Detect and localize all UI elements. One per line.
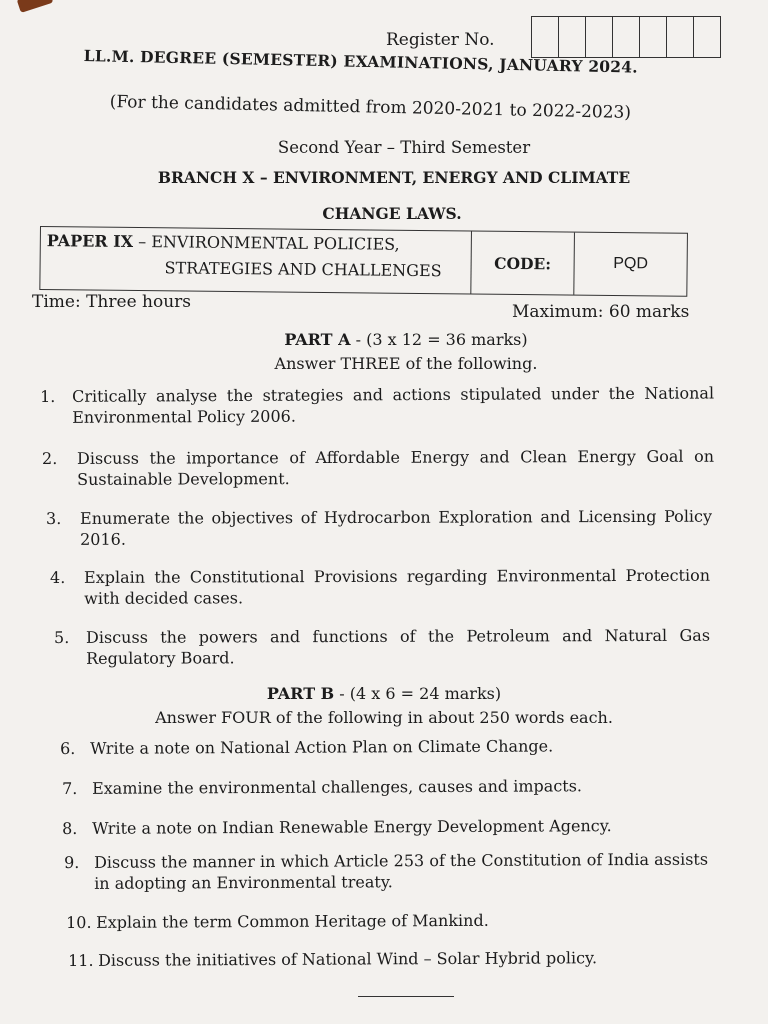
year-semester: Second Year – Third Semester: [277, 138, 531, 157]
paper-title-line-1: [47, 231, 400, 254]
part-b-instruction: Answer FOUR of the following in about 250 words each.: [155, 708, 613, 727]
question-item: [50, 565, 710, 609]
question-text: Explain the term Common Heritage of Mankind.: [96, 910, 489, 932]
exam-title: LL.M. DEGREE (SEMESTER) EXAMINATIONS, JANUARY 2024.: [83, 46, 639, 77]
question-item: [40, 382, 714, 428]
question-text: Explain the Constitutional Provisions regarding Environmental Protection with decided cases.: [84, 565, 711, 608]
paper-title-line-2: STRATEGIES AND CHALLENGES: [164, 258, 442, 281]
question-number: 5.: [54, 627, 70, 647]
question-text: Examine the environmental challenges, causes and impacts.: [92, 776, 583, 798]
register-label: Register No.: [386, 30, 495, 50]
end-rule: [358, 996, 454, 997]
question-number: 9.: [64, 852, 80, 872]
code-value: PQD: [613, 255, 649, 273]
question-item: [54, 625, 710, 669]
question-number: 1.: [40, 386, 56, 406]
question-number: 4.: [50, 567, 66, 587]
paper-title-cell: [40, 227, 472, 294]
question-text: Discuss the manner in which Article 253 of the Constitution of India assists in adopting an Environmental treaty.: [94, 849, 709, 893]
question-number: 3.: [46, 508, 62, 528]
question-number: 8.: [62, 818, 78, 838]
register-digit-box[interactable]: [639, 16, 667, 58]
question-item: [68, 947, 688, 971]
register-digit-box[interactable]: [558, 16, 586, 58]
branch-line-2: CHANGE LAWS.: [322, 204, 462, 223]
register-digit-box[interactable]: [531, 16, 559, 58]
question-item: [46, 506, 712, 550]
question-text: Discuss the initiatives of National Wind – Solar Hybrid policy.: [98, 948, 598, 970]
maximum-marks: Maximum: 60 marks: [512, 302, 690, 322]
part-b-label: PART B: [266, 684, 335, 703]
paper-info-table: [39, 226, 688, 297]
register-digit-box[interactable]: [693, 16, 721, 58]
question-number: 7.: [62, 778, 78, 798]
question-number: 11.: [68, 950, 94, 970]
register-digit-box[interactable]: [612, 16, 640, 58]
part-a-instruction: Answer THREE of the following.: [274, 354, 538, 373]
question-item: [64, 849, 708, 894]
question-text: Enumerate the objectives of Hydrocarbon Exploration and Licensing Policy 2016.: [80, 506, 713, 549]
question-text: Discuss the importance of Affordable Energy and Clean Energy Goal on Sustainable Development.: [77, 446, 715, 489]
question-item: [62, 815, 702, 839]
part-b-heading: [0, 684, 768, 703]
part-a-marks: - (3 x 12 = 36 marks): [350, 330, 528, 349]
question-item: [66, 909, 666, 933]
time-allowed: Time: Three hours: [32, 292, 192, 312]
paper-label: PAPER IX: [46, 231, 134, 251]
part-a-label: PART A: [284, 330, 351, 349]
register-digit-box[interactable]: [666, 16, 694, 58]
question-item: [60, 735, 700, 759]
part-a-heading: [0, 330, 768, 349]
register-digit-box[interactable]: [585, 16, 613, 58]
question-number: 2.: [42, 448, 58, 468]
question-number: 6.: [60, 738, 76, 758]
corner-mark: [17, 0, 54, 13]
code-label: CODE:: [471, 232, 575, 295]
question-text: Critically analyse the strategies and actions stipulated under the National Environmental Policy 2006.: [72, 383, 715, 427]
part-b-marks: - (4 x 6 = 24 marks): [334, 684, 502, 703]
question-number: 10.: [66, 912, 92, 932]
register-number-boxes[interactable]: [532, 16, 721, 58]
candidates-note: (For the candidates admitted from 2020-2021 to 2022-2023): [109, 92, 632, 123]
question-item: [42, 446, 714, 490]
paper-title-text-1: – ENVIRONMENTAL POLICIES,: [138, 232, 400, 254]
question-text: Discuss the powers and functions of the Petroleum and Natural Gas Regulatory Board.: [86, 625, 711, 668]
question-text: Write a note on National Action Plan on Climate Change.: [90, 736, 554, 758]
branch-line-1: BRANCH X – ENVIRONMENT, ENERGY AND CLIMATE: [157, 168, 631, 187]
question-item: [62, 775, 702, 799]
question-text: Write a note on Indian Renewable Energy Development Agency.: [92, 816, 612, 838]
